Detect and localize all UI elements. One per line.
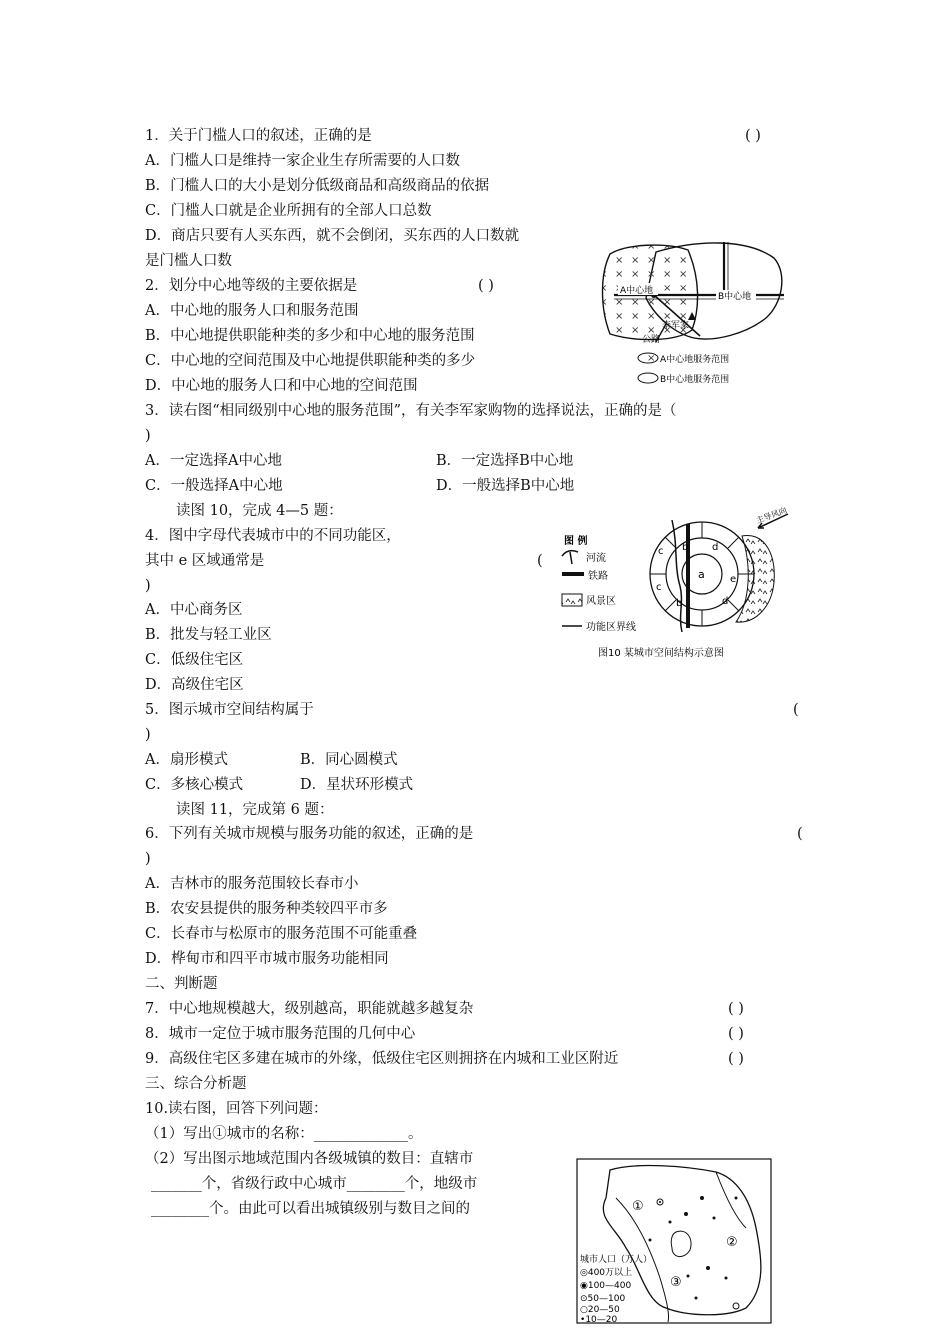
q1-option-b: B．门槛人口的大小是划分低级商品和高级商品的依据: [145, 178, 490, 194]
q10-part1: （1）写出①城市的名称：_____________。: [145, 1126, 423, 1142]
q1-option-d: D．商店只要有人买东西，就不会倒闭，买东西的人口数就: [145, 228, 520, 244]
legend-range-b: B中心地服务范围: [660, 375, 730, 385]
q2-option-b: B．中心地提供职能种类的多少和中心地的服务范围: [145, 328, 475, 344]
zone-e: e: [730, 574, 737, 585]
figure11-city-map: [576, 1158, 772, 1324]
q1-stem: 1．关于门槛人口的叙述，正确的是: [145, 128, 372, 144]
fig10-legend-boundary: 功能区界线: [586, 622, 636, 633]
q7-bracket: ( ): [728, 1001, 744, 1017]
q10-part2: （2）写出图示地域范围内各级城镇的数目：直辖市: [145, 1151, 474, 1167]
q3-option-c: C．一般选择A中心地: [145, 478, 283, 494]
q2-option-c: C．中心地的空间范围及中心地提供职能种类的多少: [145, 353, 476, 369]
fig11-legend-1: ◎400万以上: [580, 1268, 633, 1278]
label-home: 李军家: [662, 321, 690, 331]
q6-option-b: B．农安县提供的服务种类较四平市多: [145, 901, 388, 917]
q4-option-b: B．批发与轻工业区: [145, 627, 272, 643]
q6-bracket-open: (: [797, 826, 803, 842]
q4-stem: 4．图中字母代表城市中的不同功能区，: [145, 528, 401, 544]
q4-option-a: A．中心商务区: [145, 602, 243, 618]
q2-bracket: ( ): [478, 278, 494, 294]
railway: [686, 524, 690, 628]
q8-stem: 8．城市一定位于城市服务范围的几何中心: [145, 1026, 416, 1042]
q7-stem: 7．中心地规模越大，级别越高，职能就越多越复杂: [145, 1001, 474, 1017]
label-center-a: A中心地: [620, 286, 654, 296]
zone-c: c: [656, 582, 662, 593]
q3-stem: 3．读右图“相同级别中心地的服务范围”，有关李军家购物的选择说法，正确的是（: [145, 403, 677, 419]
fig10-legend-railway: 铁路: [588, 571, 608, 582]
q4-bracket-close: ): [145, 578, 151, 594]
q1-option-d-cont: 是门槛人口数: [145, 253, 232, 269]
legend-range-a: A中心地服务范围: [660, 355, 730, 365]
q3-bracket-close: ): [145, 428, 151, 444]
q2-option-a: A．中心地的服务人口和服务范围: [145, 303, 359, 319]
q1-bracket: ( ): [745, 128, 761, 144]
q5-stem: 5．图示城市空间结构属于: [145, 702, 314, 718]
q4-option-c: C．低级住宅区: [145, 652, 244, 668]
fig10-caption: 图10 某城市空间结构示意图: [598, 648, 724, 659]
q3-option-d: D．一般选择B中心地: [436, 478, 575, 494]
q5-option-b: B．同心圆模式: [300, 752, 398, 768]
zone-b: b: [682, 542, 689, 553]
svg-text:c: c: [658, 546, 664, 557]
q6-option-a: A．吉林市的服务范围较长春市小: [145, 876, 359, 892]
q6-stem: 6．下列有关城市规模与服务功能的叙述，正确的是: [145, 826, 474, 842]
q6-option-c: C．长春市与松原市的服务范围不可能重叠: [145, 926, 418, 942]
q1-option-a: A．门槛人口是维持一家企业生存所需要的人口数: [145, 153, 460, 169]
q5-option-c: C．多核心模式: [145, 777, 244, 793]
q4-bracket-open: (: [537, 553, 543, 569]
q5-bracket-close: ): [145, 727, 151, 743]
q5-bracket-open: (: [793, 702, 799, 718]
marker-1: ①: [632, 1199, 644, 1214]
fig10-instruction: 读图 10，完成 4—5 题：: [176, 503, 343, 519]
fig10-wind-label: 主导风向: [754, 506, 789, 526]
railway-legend-icon: [562, 572, 584, 576]
river: [672, 520, 682, 632]
river-legend-icon: [562, 551, 578, 564]
q3-option-a: A．一定选择A中心地: [145, 453, 282, 469]
fig10-legend-title: 图 例: [564, 536, 588, 547]
q10-part2-cont1: _______个，省级行政中心城市________个，地级市: [151, 1176, 478, 1192]
q3-option-b: B．一定选择B中心地: [436, 453, 574, 469]
q5-option-d: D．星状环形模式: [300, 777, 414, 793]
scenic-legend-icon: [562, 594, 582, 606]
q2-stem: 2．划分中心地等级的主要依据是: [145, 278, 358, 294]
q8-bracket: ( ): [728, 1026, 744, 1042]
fig11-legend-4: ○20—50: [580, 1305, 620, 1315]
q9-stem: 9．高级住宅区多建在城市的外缘，低级住宅区则拥挤在内城和工业区附近: [145, 1051, 619, 1067]
q6-option-d: D．桦甸市和四平市城市服务功能相同: [145, 951, 389, 967]
q9-bracket: ( ): [728, 1051, 744, 1067]
q4-option-d: D．高级住宅区: [145, 677, 244, 693]
fig11-legend-5: •10—20: [580, 1315, 618, 1324]
section-2-heading: 二、判断题: [145, 976, 218, 992]
fig11-legend-title: 城市人口（万人）: [580, 1255, 653, 1265]
q6-bracket-close: ): [145, 851, 151, 867]
lake: [671, 1231, 691, 1256]
q4-stem-cont: 其中 e 区域通常是: [145, 553, 265, 569]
marker-3: ③: [670, 1275, 682, 1290]
q10-stem: 10.读右图，回答下列问题：: [145, 1101, 328, 1117]
zone-a: a: [698, 568, 705, 581]
q10-part2-cont2: ________个。由此可以看出城镇级别与数目之间的: [151, 1201, 470, 1217]
label-center-b: B中心地: [718, 292, 752, 302]
scenic-area: [736, 536, 774, 623]
fig10-legend-scenic: 风景区: [586, 596, 616, 607]
marker-2: ②: [726, 1235, 738, 1250]
zone-d: d: [722, 596, 729, 607]
fig11-legend-2: ◉100—400: [580, 1281, 632, 1291]
label-road: 公路: [642, 335, 661, 345]
svg-text:d: d: [712, 542, 719, 553]
figure10-city-structure: [552, 506, 800, 664]
q2-option-d: D．中心地的服务人口和中心地的空间范围: [145, 378, 418, 394]
svg-text:b: b: [676, 598, 683, 609]
fig11-instruction: 读图 11，完成第 6 题：: [176, 802, 334, 818]
central-place-service-map: [596, 238, 792, 394]
fig10-legend-river: 河流: [586, 553, 606, 564]
section-3-heading: 三、综合分析题: [145, 1076, 247, 1092]
q5-option-a: A．扇形模式: [145, 752, 228, 768]
q1-option-c: C．门槛人口就是企业所拥有的全部人口总数: [145, 203, 432, 219]
fig11-legend-3: ⊙50—100: [580, 1294, 626, 1304]
